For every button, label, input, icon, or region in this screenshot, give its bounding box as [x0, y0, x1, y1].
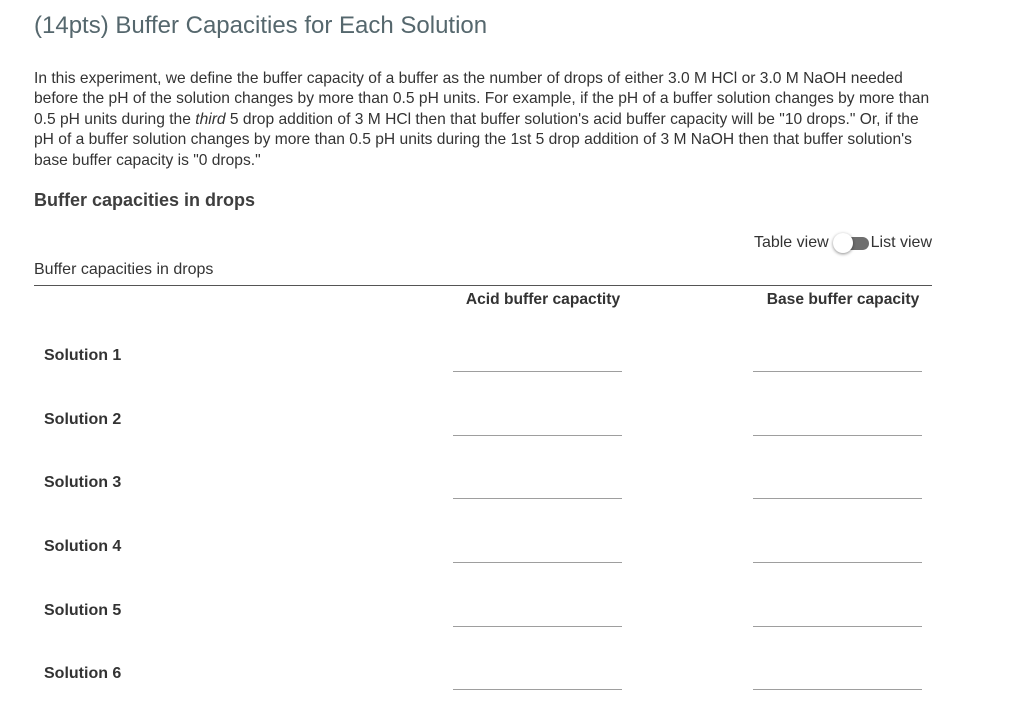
acid-capacity-input[interactable] [453, 665, 622, 690]
row-label: Solution 6 [44, 665, 122, 682]
table-row [34, 602, 932, 642]
acid-capacity-input[interactable] [453, 602, 622, 627]
base-capacity-input[interactable] [753, 538, 922, 563]
view-toggle-switch[interactable] [833, 232, 869, 254]
intro-emphasis: third [195, 110, 226, 128]
table-row [34, 474, 932, 514]
toggle-knob [833, 233, 853, 253]
row-label: Solution 3 [44, 474, 122, 491]
base-capacity-input[interactable] [753, 411, 922, 436]
intro-text-part1: In this experiment, we define the buffer capacity of a buffer as the number of drops of either 3.0 M HCl or 3.0 M NaOH needed before the pH of the solution changes by more than 0.5 pH units. For example, if the pH of a buffer solution changes by more than 0.5 pH units during the [34, 70, 930, 128]
table-caption: Buffer capacities in drops [34, 261, 214, 278]
acid-capacity-input[interactable] [453, 474, 622, 499]
view-toggle [754, 232, 932, 254]
base-capacity-input[interactable] [753, 665, 922, 690]
table-row [34, 347, 932, 387]
row-label: Solution 4 [44, 538, 122, 555]
table-row [34, 411, 932, 451]
table-row [34, 665, 932, 705]
acid-capacity-input[interactable] [453, 411, 622, 436]
intro-text-part2: 5 drop addition of 3 M HCl then that buffer solution's acid buffer capacity will be "10 drops." Or, if the pH of a buffer solution changes by more than 0.5 pH units during the 1st 5 drop addition of 3 M NaOH then that buffer solution's base buffer capacity is "0 drops." [34, 110, 919, 169]
row-label: Solution 5 [44, 602, 122, 619]
column-header-acid: Acid buffer capactity [465, 291, 621, 308]
acid-capacity-input[interactable] [453, 538, 622, 563]
base-capacity-input[interactable] [753, 474, 922, 499]
list-view-label[interactable]: List view [870, 234, 932, 251]
base-capacity-input[interactable] [753, 347, 922, 372]
section-heading: Buffer capacities in drops [34, 190, 256, 210]
table-row [34, 538, 932, 578]
row-label: Solution 2 [44, 411, 122, 428]
page-title: (14pts) Buffer Capacities for Each Solution [34, 12, 488, 39]
table-view-label[interactable]: Table view [753, 234, 829, 251]
acid-capacity-input[interactable] [453, 347, 622, 372]
base-capacity-input[interactable] [753, 602, 922, 627]
intro-paragraph [34, 69, 932, 171]
row-label: Solution 1 [44, 347, 122, 364]
column-header-base: Base buffer capacity [766, 291, 920, 308]
table-header-rule [34, 285, 932, 286]
